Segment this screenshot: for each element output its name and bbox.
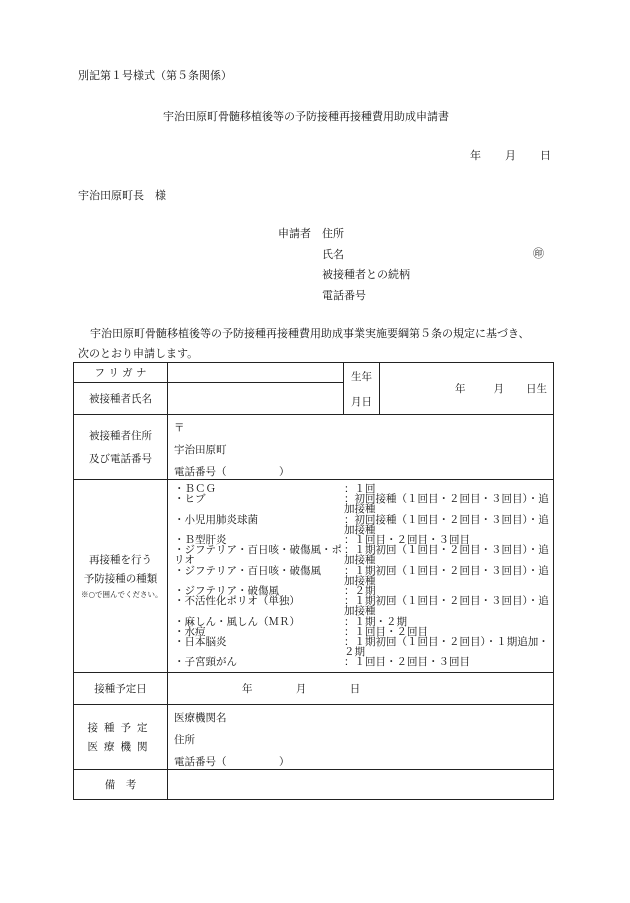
furigana-label: フ リ ガ ナ bbox=[74, 363, 168, 383]
scheduled-date-label: 接種予定日 bbox=[74, 672, 168, 704]
patient-address-label: 被接種者住所 及び電話番号 bbox=[74, 415, 168, 480]
form-number: 別記第１号様式（第５条関係） bbox=[78, 69, 232, 82]
remarks-label: 備 考 bbox=[74, 769, 168, 799]
postal-mark: 〒 bbox=[174, 422, 185, 434]
vaccine-name: ・不活性化ポリオ（単独） bbox=[174, 595, 300, 608]
patient-phone-label: 電話番号（ ） bbox=[174, 466, 290, 478]
vaccine-list bbox=[168, 480, 554, 673]
sched-month-label: 月 bbox=[295, 682, 307, 695]
applicant-relation-label: 被接種者との続柄 bbox=[322, 268, 410, 281]
vaccine-schedule: ：１期初回（１回目・２回目・３回目）・追加接種 bbox=[344, 544, 549, 567]
patient-name-label: 被接種者氏名 bbox=[74, 383, 168, 415]
vaccine-name: ・Ｂ型肝炎 bbox=[174, 534, 227, 547]
sched-day-label: 日 bbox=[349, 682, 361, 695]
institution-phone-label: 電話番号（ ） bbox=[174, 755, 290, 768]
birthdate-field[interactable] bbox=[380, 363, 554, 415]
patient-name-field[interactable] bbox=[168, 383, 344, 415]
vaccine-name: ・子宮頸がん bbox=[174, 656, 237, 669]
document-title: 宇治田原町骨髄移植後等の予防接種再接種費用助成申請書 bbox=[163, 110, 449, 123]
institution-name-label: 医療機関名 bbox=[174, 711, 227, 724]
vaccine-row[interactable] bbox=[168, 637, 553, 657]
vaccine-row[interactable] bbox=[168, 657, 553, 667]
vaccine-schedule: ：１回目・２回目・３回目 bbox=[344, 656, 470, 669]
vaccine-row[interactable] bbox=[168, 566, 553, 586]
institution-address-label: 住所 bbox=[174, 733, 195, 746]
vaccine-row[interactable] bbox=[168, 494, 553, 514]
sched-year-label: 年 bbox=[242, 682, 253, 695]
vaccine-schedule: ：１期初回（１回目・２回目・３回目）・追加接種 bbox=[344, 564, 549, 587]
birth-year-label: 年 bbox=[455, 383, 466, 395]
vaccine-row[interactable] bbox=[168, 515, 553, 535]
institution-label: 接種予定 医療機関 bbox=[74, 704, 168, 769]
vaccine-row[interactable] bbox=[168, 596, 553, 616]
vaccine-schedule: ：初回接種（１回目・２回目・３回目）・追加接種 bbox=[344, 513, 549, 536]
date-year-label: 年 bbox=[470, 149, 481, 162]
town-name: 宇治田原町 bbox=[174, 444, 227, 456]
vaccine-name: ・ＢＣＧ bbox=[174, 483, 216, 495]
vaccine-schedule: ：１回目・２回目 bbox=[344, 625, 428, 638]
vaccine-schedule: ：１回目・２回目・３回目 bbox=[344, 534, 470, 547]
vaccine-schedule: ：１期・２期 bbox=[344, 615, 407, 628]
vaccine-schedule: ：２期 bbox=[344, 585, 376, 598]
applicant-phone-label: 電話番号 bbox=[322, 289, 366, 302]
vaccine-name: ・ジフテリア・百日咳・破傷風・ポリオ bbox=[174, 544, 342, 567]
vaccine-name: ・ヒブ bbox=[174, 493, 206, 506]
birth-day-label: 日生 bbox=[526, 383, 547, 395]
vaccine-row[interactable] bbox=[168, 545, 553, 565]
vaccine-name: ・麻しん・風しん（ＭＲ） bbox=[174, 615, 300, 628]
vaccine-name: ・小児用肺炎球菌 bbox=[174, 513, 258, 526]
application-table bbox=[73, 362, 554, 800]
circle-note: ※○で囲んでください。 bbox=[81, 589, 163, 599]
birthdate-label: 生年 月日 bbox=[344, 363, 380, 415]
vaccine-name: ・日本脳炎 bbox=[174, 636, 227, 649]
vaccine-schedule: ：初回接種（１回目・２回目・３回目）・追加接種 bbox=[344, 493, 549, 516]
intro-line-1: 宇治田原町骨髄移植後等の予防接種再接種費用助成事業実施要綱第５条の規定に基づき、 bbox=[90, 327, 530, 340]
applicant-label: 申請者 bbox=[278, 227, 311, 240]
applicant-name-label: 氏名 bbox=[322, 248, 344, 261]
applicant-address-label: 住所 bbox=[322, 227, 344, 240]
vaccine-schedule: ：１期初回（１回目・２回目・３回目）・追加接種 bbox=[344, 595, 549, 618]
furigana-field[interactable] bbox=[168, 363, 344, 383]
patient-address-field[interactable] bbox=[168, 415, 554, 480]
date-month-label: 月 bbox=[505, 149, 516, 162]
vaccine-type-label: 再接種を行う 予防接種の種類 ※○で囲んでください。 bbox=[74, 480, 168, 673]
institution-field[interactable] bbox=[168, 704, 554, 769]
vaccine-schedule: ：１期初回（１回目・２回目）・１期追加・２期 bbox=[344, 636, 549, 659]
scheduled-date-field[interactable] bbox=[168, 672, 554, 704]
intro-line-2: 次のとおり申請します。 bbox=[78, 347, 199, 360]
addressee: 宇治田原町長 様 bbox=[78, 189, 166, 202]
remarks-field[interactable] bbox=[168, 769, 554, 799]
birth-month-label: 月 bbox=[493, 383, 504, 395]
vaccine-schedule: ：１回 bbox=[344, 483, 376, 495]
seal-mark: ㊞ bbox=[533, 247, 544, 260]
vaccine-name: ・水痘 bbox=[174, 625, 206, 638]
vaccine-name: ・ジフテリア・破傷風 bbox=[174, 585, 279, 598]
date-day-label: 日 bbox=[540, 149, 551, 162]
vaccine-name: ・ジフテリア・百日咳・破傷風 bbox=[174, 564, 321, 577]
